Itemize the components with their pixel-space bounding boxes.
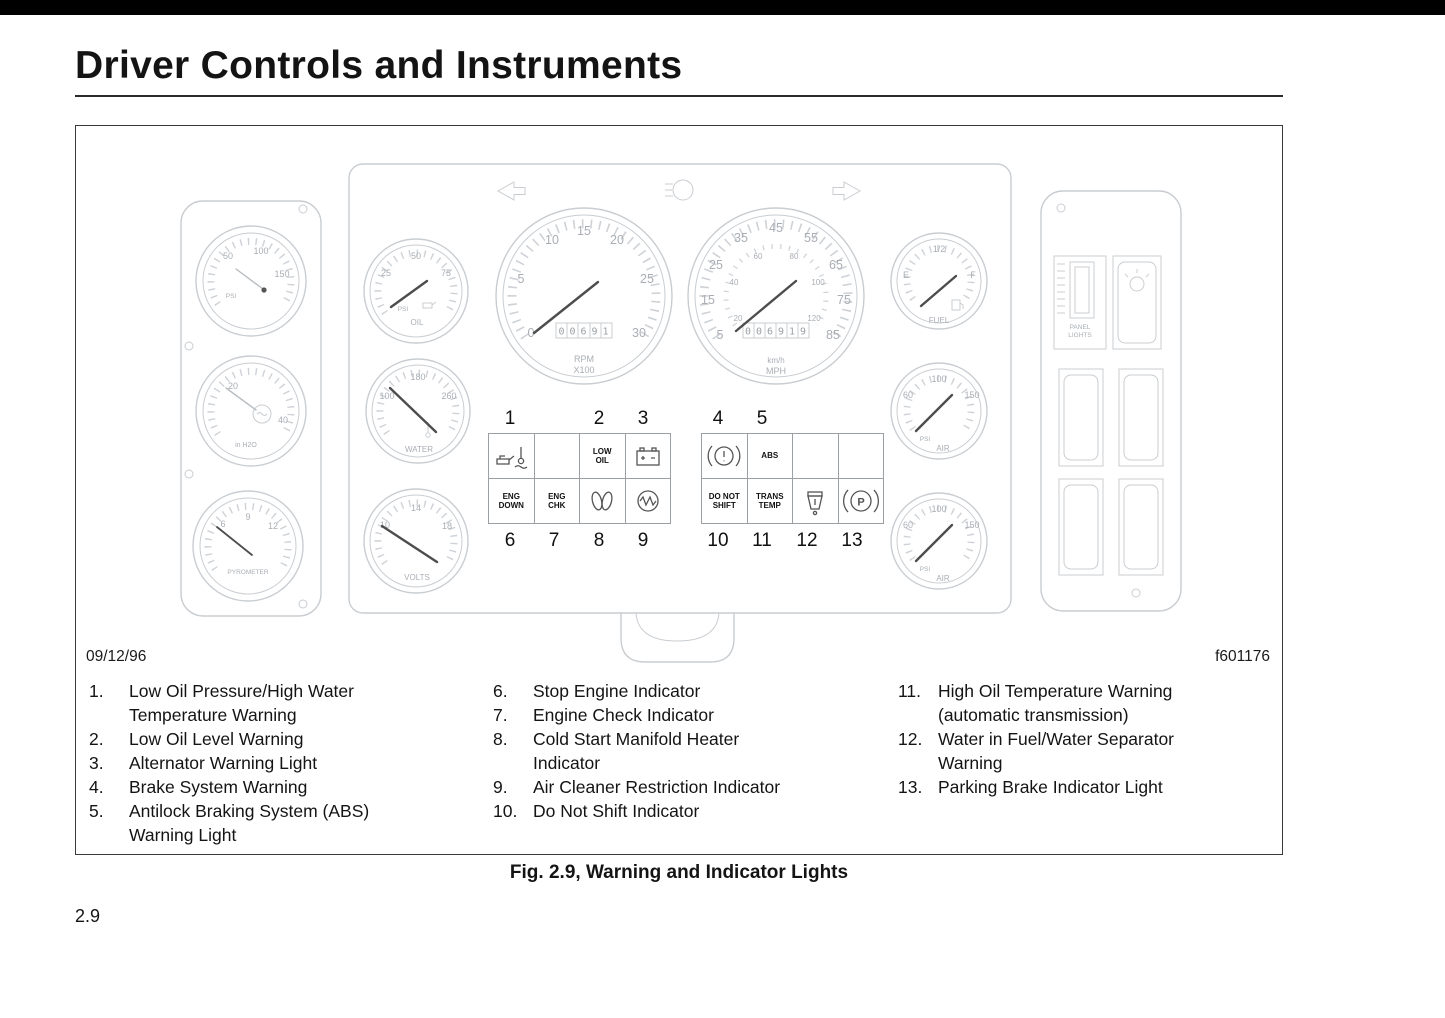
callout-5: 5 <box>756 408 768 429</box>
gauge-needle <box>534 282 598 333</box>
gauge-tick: 55 <box>804 231 818 245</box>
gauge-label: PYROMETER <box>227 569 269 576</box>
legend-item <box>89 775 469 799</box>
gauge-needle <box>921 276 956 306</box>
warning-label-line: DO NOT <box>708 491 740 501</box>
gauge-tick: 15 <box>577 224 591 238</box>
gauge-tick: 100 <box>931 374 947 384</box>
screw-hole-icon <box>1132 589 1140 597</box>
callout-11: 11 <box>752 530 772 551</box>
gauge-label: WATER <box>405 445 433 454</box>
warning-label-line: TEMP <box>758 501 781 510</box>
legend-item <box>898 727 1278 775</box>
gauge-tick: 80 <box>789 252 799 261</box>
gauge-label: OIL <box>410 318 424 327</box>
legend-item-number: 6. <box>493 681 508 701</box>
warning-cell-stop-engine <box>489 479 534 523</box>
left-gauge-panel <box>181 201 321 616</box>
gauge-tick: 120 <box>807 314 821 323</box>
oil-can-icon <box>423 302 436 308</box>
callout-4: 4 <box>712 408 724 429</box>
legend-item <box>493 799 873 823</box>
warning-cell-blank <box>839 434 884 478</box>
gauge-label: km/h <box>767 356 785 365</box>
legend-item <box>898 679 1278 727</box>
gauge-tick: 25 <box>380 268 392 278</box>
gauge-unit: PSI <box>397 306 409 313</box>
callout-8: 8 <box>593 530 605 551</box>
figure-caption: Fig. 2.9, Warning and Indicator Lights <box>509 862 849 883</box>
legend-item <box>89 751 469 775</box>
battery-icon <box>629 439 667 473</box>
figure-date: 09/12/96 <box>86 648 147 665</box>
speedo-odometer <box>743 323 811 338</box>
legend-item-text: Stop Engine Indicator <box>533 681 701 701</box>
air-pressure-gauge-1 <box>891 363 987 459</box>
callout-13: 13 <box>841 530 863 551</box>
legend-item-text: Low Oil Level Warning <box>129 729 304 749</box>
gauge-needle <box>390 388 436 432</box>
gauge-tick: 100 <box>931 504 947 514</box>
tach-odometer <box>556 323 614 338</box>
callout-1: 1 <box>504 408 516 429</box>
warning-light-grid <box>488 433 884 524</box>
lamp-icon <box>1125 269 1149 291</box>
legend-item-text: Antilock Braking System (ABS) Warning Light <box>129 801 370 845</box>
callout-12: 12 <box>796 530 818 551</box>
legend-item-text: Cold Start Manifold Heater Indicator <box>533 729 740 773</box>
panel-light-switch <box>1113 256 1161 349</box>
pyrometer-gauge <box>193 491 303 601</box>
gauge-tick: 1/2 <box>932 244 946 254</box>
gauge-tick: 20 <box>733 314 743 323</box>
aux-pressure-gauge <box>196 226 306 336</box>
legend-item <box>493 679 873 703</box>
screw-hole-icon <box>299 205 307 213</box>
legend-item-text: Parking Brake Indicator Light <box>938 777 1163 797</box>
legend-item-text: Alternator Warning Light <box>129 753 318 773</box>
warning-cell-alternator <box>626 434 671 478</box>
legend-item-number: 12. <box>898 729 923 749</box>
legend-item <box>89 679 469 727</box>
legend-item-text: Engine Check Indicator <box>533 705 714 725</box>
warning-light-group-left <box>488 433 671 524</box>
panel-lights-dimmer <box>1054 256 1106 349</box>
warning-cell-parking-brake <box>839 479 884 523</box>
page-title: Driver Controls and Instruments <box>75 44 683 87</box>
gauge-label: AIR <box>936 574 950 583</box>
page-number: 2.9 <box>75 906 101 926</box>
warning-cell-brake-system <box>702 434 747 478</box>
legend-column-1 <box>89 679 469 847</box>
figure-code: f601176 <box>1215 648 1270 665</box>
warning-label-line: ENG <box>548 491 566 501</box>
gauge-label: RPM <box>574 354 594 364</box>
screw-hole-icon <box>185 342 193 350</box>
legend-item-number: 10. <box>493 801 518 821</box>
gauge-tick: 260 <box>441 391 457 401</box>
steering-column-cutout <box>621 613 734 662</box>
callout-7: 7 <box>548 530 560 551</box>
gauge-needle <box>217 527 252 555</box>
gauge-label: X100 <box>573 365 595 375</box>
rocker-switches <box>1059 369 1163 575</box>
legend-item-text: Brake System Warning <box>129 777 308 797</box>
gauge-tick: 60 <box>902 520 914 530</box>
fuel-pump-icon <box>952 300 963 310</box>
warning-cell-air-cleaner <box>626 479 671 523</box>
water-temperature-gauge <box>366 359 470 463</box>
oil-pressure-gauge <box>364 239 468 343</box>
aux-vacuum-gauge <box>196 356 306 466</box>
gauge-tick: 25 <box>640 272 654 286</box>
warning-label-line: TRANS <box>755 491 784 501</box>
warning-label-line: CHK <box>548 501 566 510</box>
legend-item-text: High Oil Temperature Warning (automatic transmission) <box>938 681 1173 725</box>
brake-warning-icon <box>705 439 743 473</box>
warning-label-line: OIL <box>595 456 609 465</box>
gauge-tick: 35 <box>734 231 748 245</box>
top-black-bar <box>0 0 1445 15</box>
legend-item <box>493 703 873 727</box>
gauge-label: VOLTS <box>404 573 430 582</box>
legend-item <box>89 727 469 751</box>
gauge-label: MPH <box>766 366 786 376</box>
gauge-unit: PSI <box>919 436 931 443</box>
callout-10: 10 <box>707 530 729 551</box>
callout-2: 2 <box>593 408 605 429</box>
legend-item-number: 1. <box>89 681 104 701</box>
gauge-tick: E <box>902 270 910 280</box>
gauge-tick: 150 <box>964 390 980 400</box>
gauge-tick: 85 <box>826 328 840 342</box>
right-switch-panel <box>1041 191 1181 611</box>
gauge-tick: 100 <box>811 278 825 287</box>
gauge-tick: 45 <box>769 221 783 235</box>
title-rule <box>75 95 1283 97</box>
voltmeter-gauge <box>364 489 468 593</box>
gauge-label: AIR <box>936 444 950 453</box>
gauge-tick: 50 <box>222 251 234 261</box>
legend-item-number: 4. <box>89 777 104 797</box>
high-beam-icon <box>665 180 693 200</box>
warning-cell-low-oil-pressure-high-water-temp <box>489 434 534 478</box>
screw-hole-icon <box>299 600 307 608</box>
tachometer <box>496 208 672 384</box>
callout-6: 6 <box>504 530 516 551</box>
gauge-tick: 60 <box>753 252 763 261</box>
manifold-heater-icon <box>583 484 621 518</box>
air-pressure-gauge-2 <box>891 493 987 589</box>
warning-cell-blank <box>535 434 580 478</box>
needle-hub <box>261 287 266 292</box>
parking-p-letter: P <box>857 496 865 509</box>
gauge-tick: 40 <box>729 278 739 287</box>
gauge-tick: 40 <box>277 415 289 425</box>
gauge-tick: 10 <box>379 520 391 530</box>
gauge-tick: 60 <box>902 390 914 400</box>
legend-item-number: 11. <box>898 681 922 701</box>
gauge-tick: 150 <box>964 520 980 530</box>
legend-item-text: Air Cleaner Restriction Indicator <box>533 777 781 797</box>
gauge-needle <box>226 388 256 410</box>
gauge-tick: 6 <box>220 519 226 529</box>
gauge-tick: 10 <box>545 233 559 247</box>
callout-9: 9 <box>637 530 649 551</box>
low-oil-pressure-high-water-temp-icon <box>492 439 530 473</box>
panel-lights-label: PANEL <box>1069 324 1091 331</box>
legend-item-text: Do Not Shift Indicator <box>533 801 700 821</box>
warning-cell-do-not-shift <box>702 479 747 523</box>
gauge-tick: 25 <box>709 258 723 272</box>
gauge-tick: 180 <box>410 372 426 382</box>
gauge-tick: 100 <box>253 246 269 256</box>
svg-text:006919: 006919 <box>744 326 812 338</box>
gauge-tick: 50 <box>410 251 422 261</box>
gauge-needle <box>916 525 952 561</box>
gauge-unit: in H2O <box>235 442 257 449</box>
gauge-tick: 150 <box>274 269 290 279</box>
legend-item-number: 9. <box>493 777 508 797</box>
panel-lights-label: LIGHTS <box>1068 332 1092 339</box>
gauge-tick: 100 <box>379 391 395 401</box>
svg-text:00691: 00691 <box>558 326 614 338</box>
parking-brake-icon <box>842 484 880 518</box>
warning-cell-engine-check <box>535 479 580 523</box>
turn-signal-right-icon <box>833 182 860 200</box>
legend-column-2 <box>493 679 873 823</box>
figure-box <box>75 125 1283 855</box>
legend-item-number: 5. <box>89 801 104 821</box>
warning-cell-water-in-fuel <box>793 479 838 523</box>
warning-light-group-right <box>701 433 884 524</box>
gauge-tick: 12 <box>267 521 279 531</box>
gauge-needle <box>391 281 427 307</box>
warning-cell-blank <box>793 434 838 478</box>
gauge-tick: 20 <box>227 381 239 391</box>
warning-label-line: ENG <box>502 491 520 501</box>
warning-label-line: LOW <box>592 446 612 456</box>
legend-item-number: 13. <box>898 777 923 797</box>
gauge-tick: 14 <box>410 503 422 513</box>
legend-item <box>493 727 873 775</box>
water-in-fuel-icon <box>796 484 834 518</box>
gauge-tick: 75 <box>837 293 851 307</box>
gauge-needle <box>382 526 437 562</box>
gauge-label: FUEL <box>928 316 950 325</box>
fuel-gauge <box>891 233 987 329</box>
legend-item <box>89 799 469 847</box>
gauge-tick: F <box>970 270 976 280</box>
air-cleaner-icon <box>629 484 667 518</box>
legend-item-number: 2. <box>89 729 104 749</box>
legend-item-number: 3. <box>89 753 104 773</box>
main-cluster <box>349 164 1011 662</box>
legend-item-text: Water in Fuel/Water Separator Warning <box>938 729 1175 773</box>
gauge-tick: 0 <box>527 326 535 340</box>
callout-3: 3 <box>637 408 649 429</box>
legend-item-number: 8. <box>493 729 508 749</box>
warning-cell-abs <box>748 434 793 478</box>
gauge-tick: 9 <box>245 512 251 522</box>
gauge-needle <box>236 269 263 289</box>
warning-cell-low-oil <box>580 434 625 478</box>
gauge-tick: 75 <box>440 268 452 278</box>
legend-item <box>898 775 1278 799</box>
legend-item-number: 7. <box>493 705 508 725</box>
warning-cell-trans-temp <box>748 479 793 523</box>
gauge-tick: 65 <box>829 258 843 272</box>
legend-column-3 <box>898 679 1278 799</box>
gauge-tick: 5 <box>517 272 525 286</box>
gauge-needle <box>916 395 952 431</box>
screw-hole-icon <box>185 470 193 478</box>
gauge-unit: PSI <box>919 566 931 573</box>
gauge-tick: 18 <box>441 521 453 531</box>
legend-item-text: Low Oil Pressure/High Water Temperature Warning <box>129 681 354 725</box>
warning-label-line: ABS <box>761 451 779 461</box>
legend-item <box>493 775 873 799</box>
warning-cell-manifold-heater <box>580 479 625 523</box>
speedometer <box>688 208 864 384</box>
gauge-tick: 15 <box>701 293 715 307</box>
gauge-tick: 5 <box>716 328 724 342</box>
warning-label-line: SHIFT <box>712 501 736 510</box>
gauge-tick: 20 <box>610 233 624 247</box>
gauge-unit: PSI <box>225 293 237 300</box>
screw-hole-icon <box>1057 204 1065 212</box>
gauge-tick: 30 <box>632 326 646 340</box>
turn-signal-left-icon <box>498 182 525 200</box>
warning-label-line: DOWN <box>498 501 524 510</box>
